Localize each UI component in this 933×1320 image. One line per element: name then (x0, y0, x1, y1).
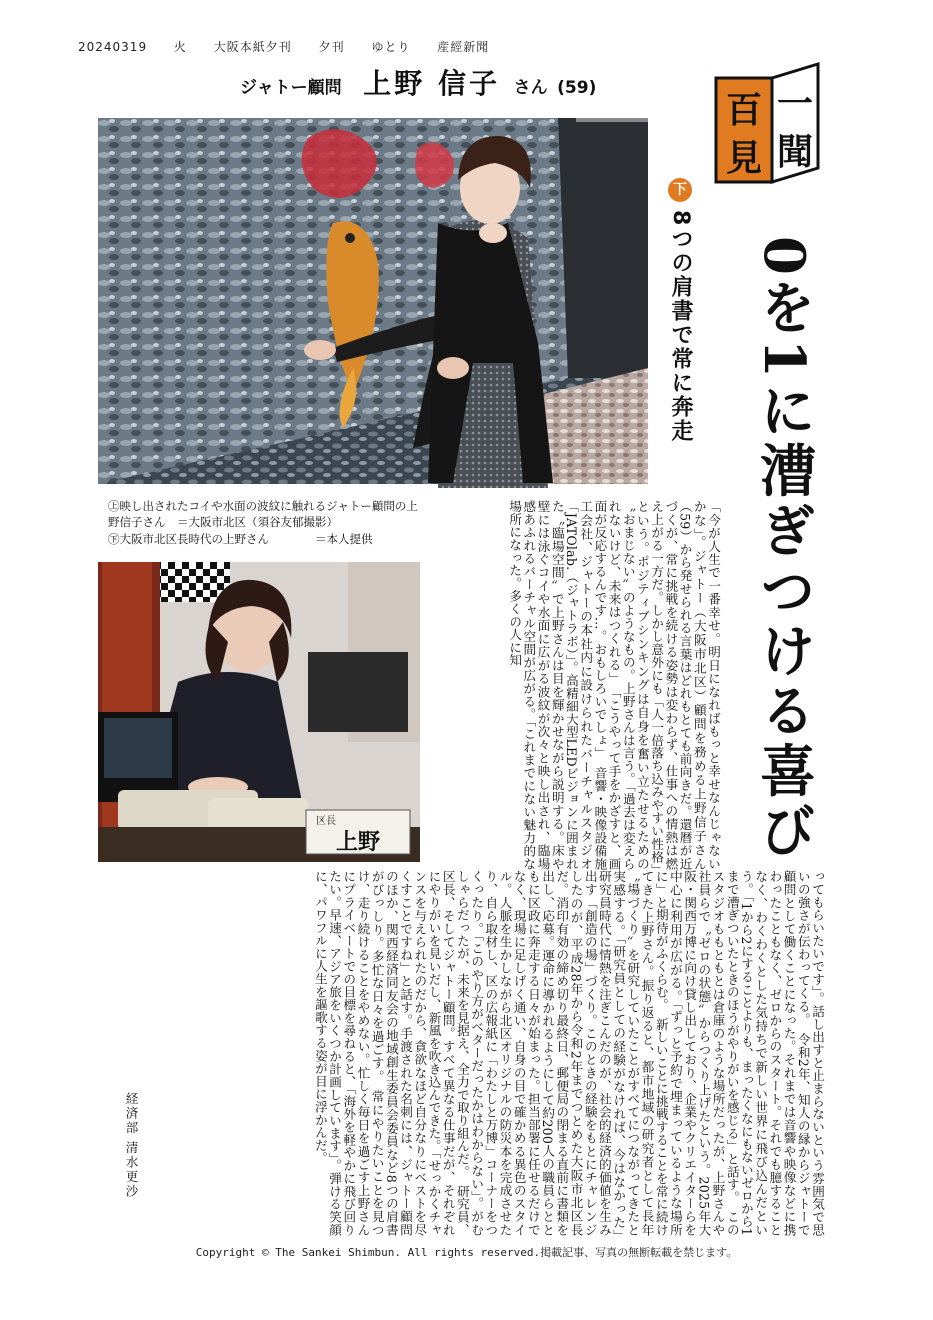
article-headline: 0を1に漕ぎつける喜び (751, 236, 817, 862)
copyright-notice: Copyright © The Sankei Shimbun. All rights reserved.掲載記事、写真の無断転載を禁じます。 (195, 1246, 738, 1259)
byline-department: 経済部 (124, 1092, 139, 1136)
header-paper: 産經新聞 (437, 40, 490, 54)
article-subtitle: 8つの肩書で常に奔走 (668, 210, 693, 444)
column-logo (712, 64, 830, 184)
page-header (78, 38, 511, 55)
person-honorific: さん (513, 78, 548, 98)
column-logo-graphic (712, 64, 830, 184)
photo-captions (108, 498, 428, 547)
svg-text:聞: 聞 (776, 132, 814, 173)
byline-reporter: 清水更沙 (124, 1141, 139, 1200)
photo-small (98, 562, 420, 862)
person-name: 上野 信子 (363, 67, 500, 100)
person-role: ジャトー顧問 (240, 78, 342, 98)
photo-main-image (98, 118, 648, 484)
photo-main (98, 118, 648, 484)
svg-text:見: 見 (725, 138, 763, 179)
person-age: (59) (557, 78, 597, 98)
header-section: ゆとり (371, 40, 411, 54)
caption-main-photo: ㊤映し出されたコイや水面の波紋に触れるジャトー顧問の上野信子さん ＝大阪市北区（須谷友郁撮影） (108, 499, 418, 529)
header-weekday: 火 (173, 40, 187, 54)
article-body-lower: ってもらいたいです」。話し出すと止まらないという雰囲気で思いの強さが伝わってくる。 令和2年、知人の縁からジャトーで顧問として働くことになった。それまでは音響や映像などに携わったこともなく、ゼロからのスタート。それでも臆することなく、わくわくとした気持ちで新しい世界に飛び込んだという。「1から2にすることよりも、まったくなにもないゼロから1まで漕ぎついたときのほうがやりがいを感じる」と話す。 このスタジオももともとは倉庫のような場所だったが、上野さんや社員らで〝ゼロの状態〟からつくり上げたという。2025年大阪・関西万博に向け貸し出しており、企業やクリエイターらを中心に利用が広がる。「ずっと予約で埋まっているような場所に」と期待がふくらむ。 新しいことに挑戦することを常に続けてきた上野さん。振り返ると、都市地域の研究者として長年〝場づくり〟を研究していたことがすべてにつながってきたと実感する。「研究員としての経験がなければ、今はなかった」 研究員時代に情熱を注ぎこんだのが、社会的経済的価値を生み出す「創造の場」づくり。このときの経験をもとにチャレンジしたのが、平成28年から令和2年までつとめた大阪市北区長だ。消印有効の締め切り最終日、郵便局の閉まる直前に書類を出し、応募。運命に導かれるようにして約200人の職員らとともに区政に奔走する日々が始まった。担当部署に任せるだけでなく、現場に足しげく通い、自身の目で確かめる異色のスタイル。人脈を生かしながら北区オリジナルの防災本を完成させたり、自ら取材し、区の広報紙に「わたしと万博」コーナーをつくったり。「このやり方がベターだったかはわからない」。がむしゃらだったが、未来を見据え、全力で取り組んだ。 研究員、区長、そしてジャトー顧問。すべて異なる仕事だが、それぞれにやりがいを見いだし、新風を吹き込んできた。「せっかくチャンスを与えられたのだから、貪欲なほど自分なりにベストを尽くすことですね」と話す。手渡された名刺には、ジャトー顧問のほか、関西経済同友会の地域創生委員会委員など8つの肩書がびっしり。多忙な日々を過ごす。 常にやりたいことを見つけ、走り続けることをやめない。忙しく毎日を過ごす上野さんにプライベートでの目標を尋ねると、「海外を軽やかに飛び回りたい。早速、アジア旅をいくつか計画しています」。弾ける笑顔に、パワフルに人生を謳歌する姿が目に浮かんだ。 (312, 870, 825, 1249)
caption-small-photo: ㊦大阪市北区長時代の上野さん ＝本人提供 (108, 532, 373, 546)
photo-small-image (98, 562, 420, 862)
article-body-upper: 「今が人生で一番幸せ。明日になればもっと幸せなんじゃないかな」。ジャトー（大阪市北区）顧問を務める上野信子さん（59）から発せられる言葉はどれもとても前向きだ。還暦が近づくが、常に挑戦を続ける姿勢は変わらず、仕事への情熱は燃え上がる一方だ。しかし意外にも「人一倍落ち込みやすい性格」という。ポジティブシンキングは自身を奮い立たせるための〝おまじない〟のようなもの。上野さんは言う。「過去は変えられないけど、未来はつくれる」 「こうやって手をかざすと、画面が反応するんです…。おもしろいでしょ」 音響・映像設備施工会社、ジャトーの本社内に設けられたバーチャルスタジオ「JATOlab.（ジャトラボ）」。高精細大型LEDビジョンに囲まれた〝臨場空間〟で上野さんは目を輝かせながら説明する。床や壁には泳ぐコイや水面に広がる波紋が次々と映し出され、臨場感あふれるバーチャル空間が広がる。「これまでにない魅力的な場所になった。多くの人に知 (507, 500, 721, 870)
svg-text:一: 一 (776, 84, 814, 125)
nameplate-name: 上野 (336, 830, 381, 855)
nameplate-label: 区長 (316, 816, 336, 827)
header-issue: 夕刊 (318, 40, 345, 54)
part-badge: 下 (668, 178, 692, 202)
svg-text:百: 百 (725, 90, 763, 131)
header-edition: 大阪本紙夕刊 (213, 40, 292, 54)
header-date: 20240319 (78, 40, 148, 54)
person-line (240, 62, 596, 102)
byline (100, 1092, 140, 1199)
